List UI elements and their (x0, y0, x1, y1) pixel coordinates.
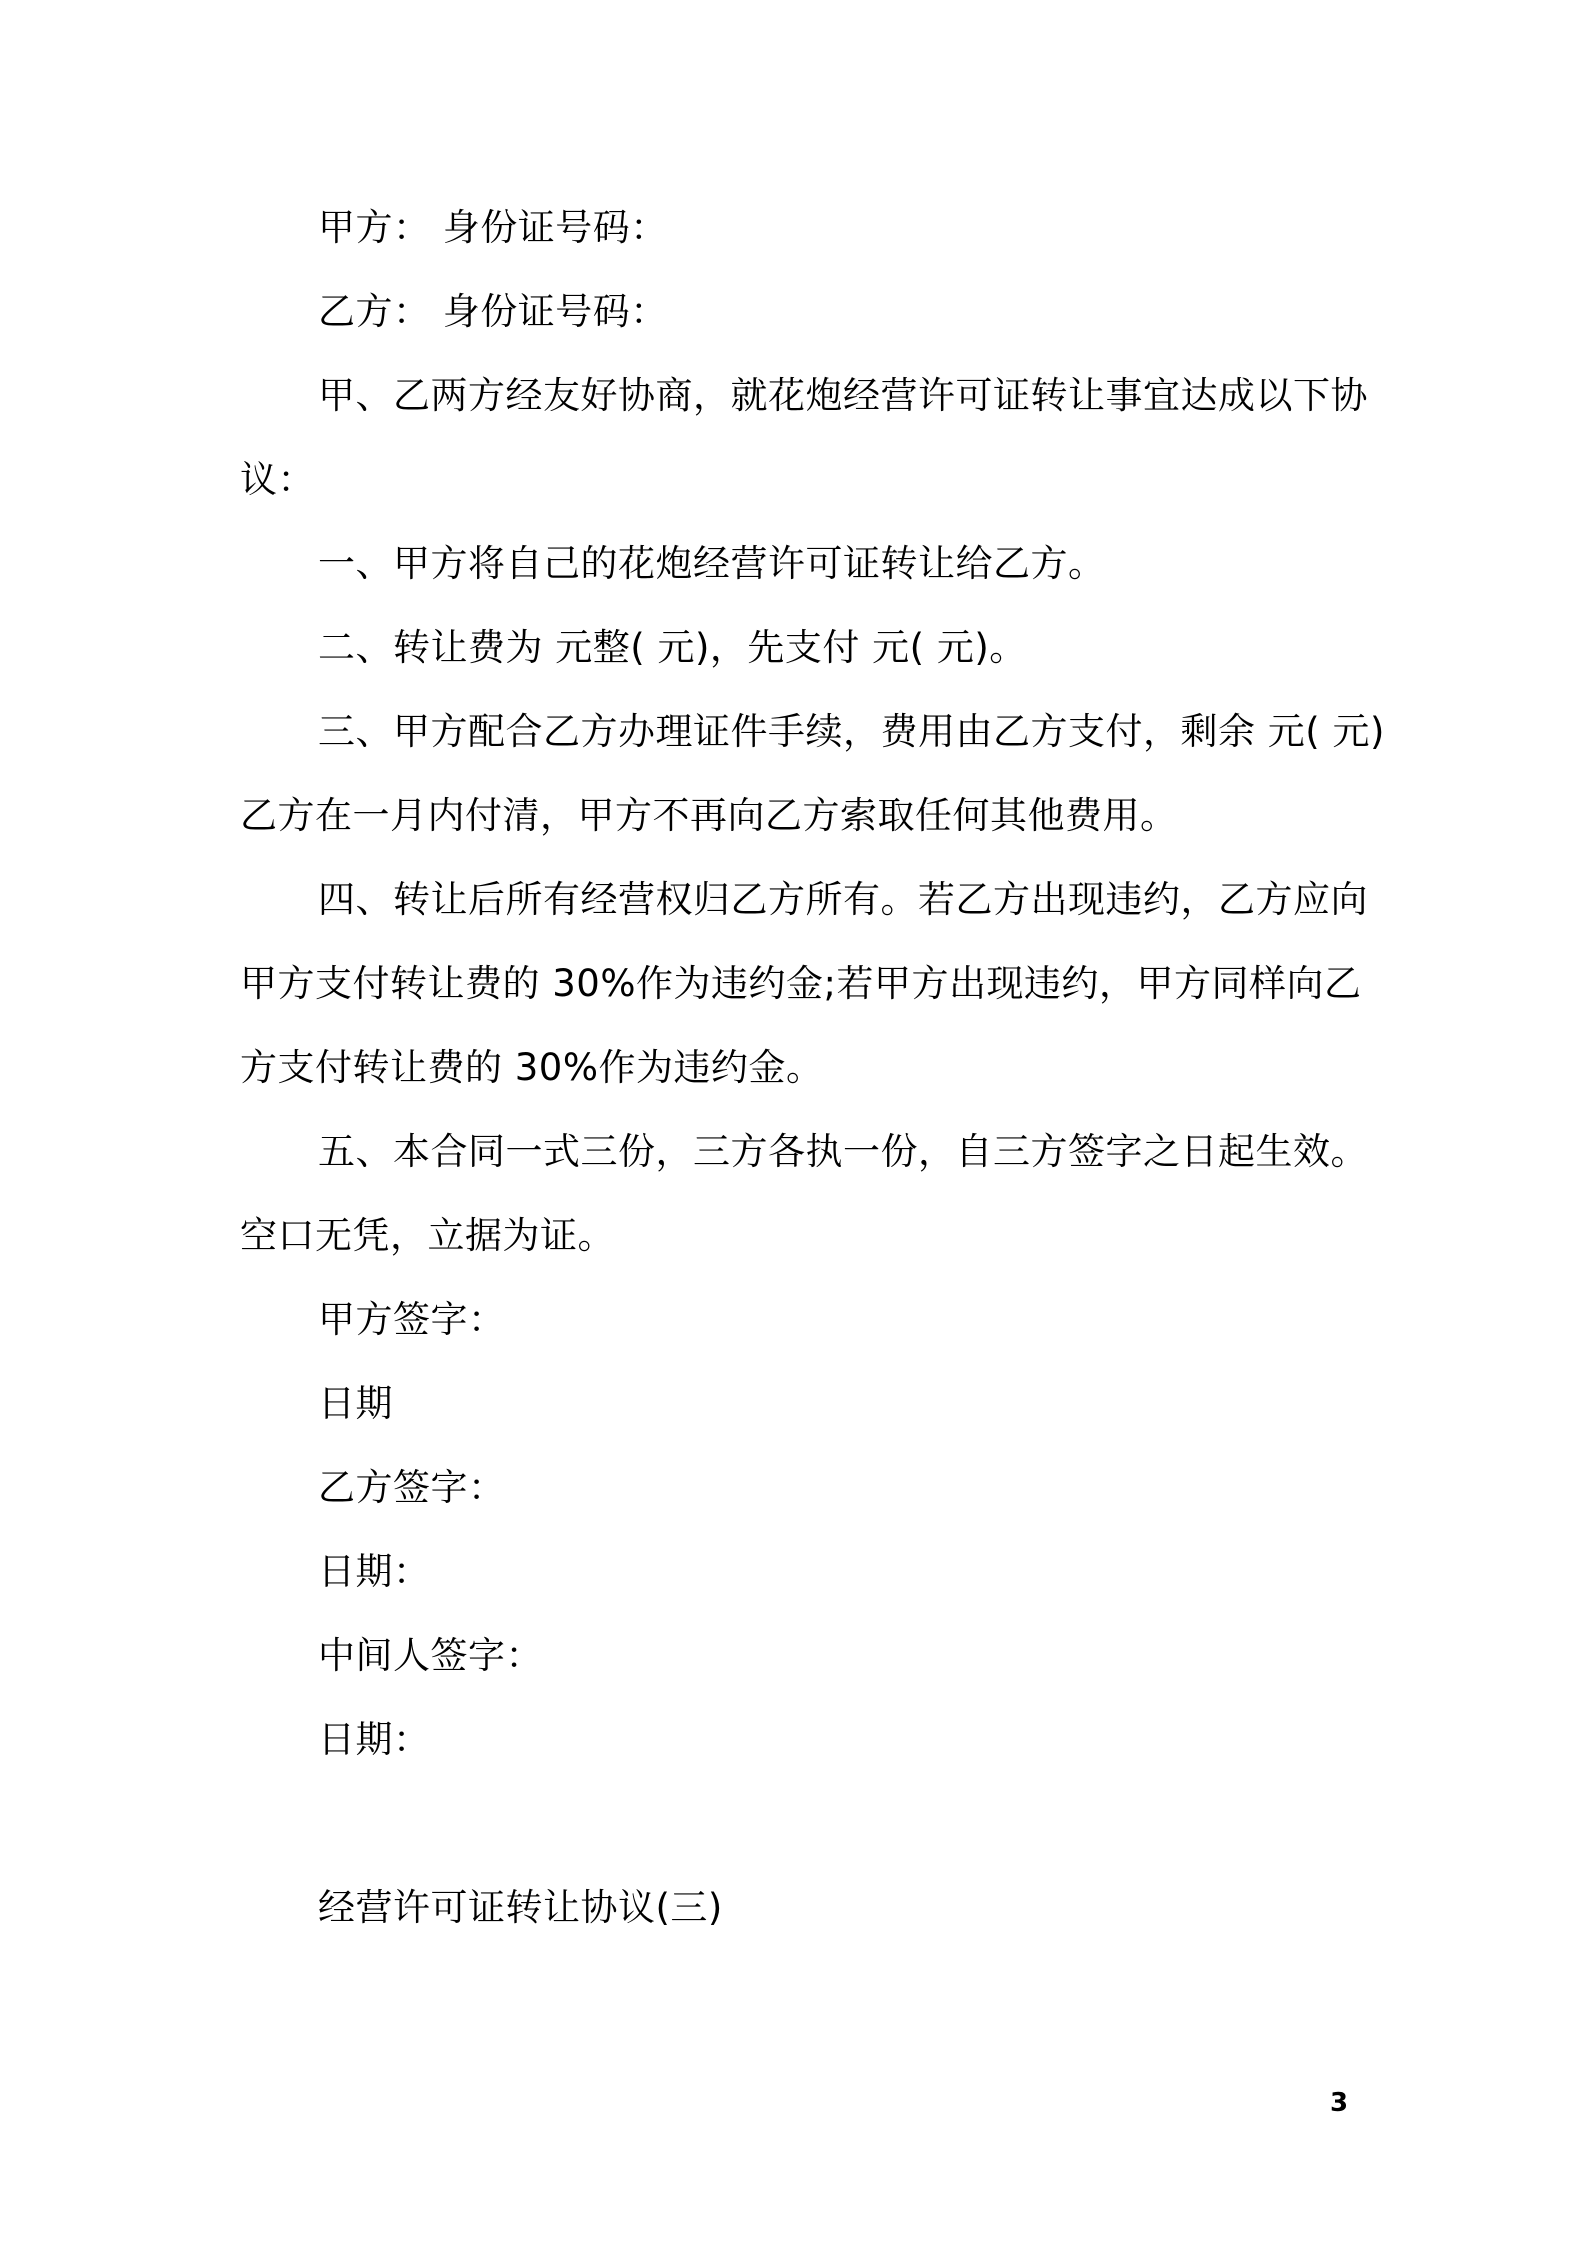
intermediary-signature-label: 中间人签字： (318, 1634, 543, 1677)
next-section-title: 经营许可证转让协议(三) (318, 1886, 723, 1929)
clause-3-line-1: 三、甲方配合乙方办理证件手续，费用由乙方支付，剩余 元( 元) (318, 710, 1385, 753)
clause-2: 二、转让费为 元整( 元)，先支付 元( 元)。 (318, 626, 1027, 669)
agreement-intro-line-1: 甲、乙两方经友好协商，就花炮经营许可证转让事宜达成以下协 (318, 374, 1368, 417)
party-b-date-label: 日期： (318, 1550, 431, 1593)
section-spacer (240, 1782, 1360, 1866)
party-a-signature-label: 甲方签字： (318, 1298, 506, 1341)
clause-3-line-2: 乙方在一月内付清，甲方不再向乙方索取任何其他费用。 (240, 794, 1178, 837)
clause-1: 一、甲方将自己的花炮经营许可证转让给乙方。 (318, 542, 1106, 585)
clause-4-line-1: 四、转让后所有经营权归乙方所有。若乙方出现违约，乙方应向 (318, 878, 1368, 921)
intermediary-date-label: 日期： (318, 1718, 431, 1761)
party-a-id-line: 甲方： 身份证号码： (318, 206, 668, 249)
agreement-intro-line-2: 议： (240, 458, 315, 501)
party-a-date-label: 日期 (318, 1382, 393, 1425)
clause-5-line-1: 五、本合同一式三份，三方各执一份，自三方签字之日起生效。 (318, 1130, 1368, 1173)
document-body (240, 186, 1385, 1950)
clause-4-line-2: 甲方支付转让费的 30%作为违约金;若甲方出现违约，甲方同样向乙 (240, 962, 1362, 1005)
clause-5-line-2: 空口无凭，立据为证。 (240, 1214, 615, 1257)
party-b-id-line: 乙方： 身份证号码： (318, 290, 668, 333)
page-number: 3 (1330, 2088, 1349, 2118)
party-b-signature-label: 乙方签字： (318, 1466, 506, 1509)
clause-4-line-3: 方支付转让费的 30%作为违约金。 (240, 1046, 824, 1089)
